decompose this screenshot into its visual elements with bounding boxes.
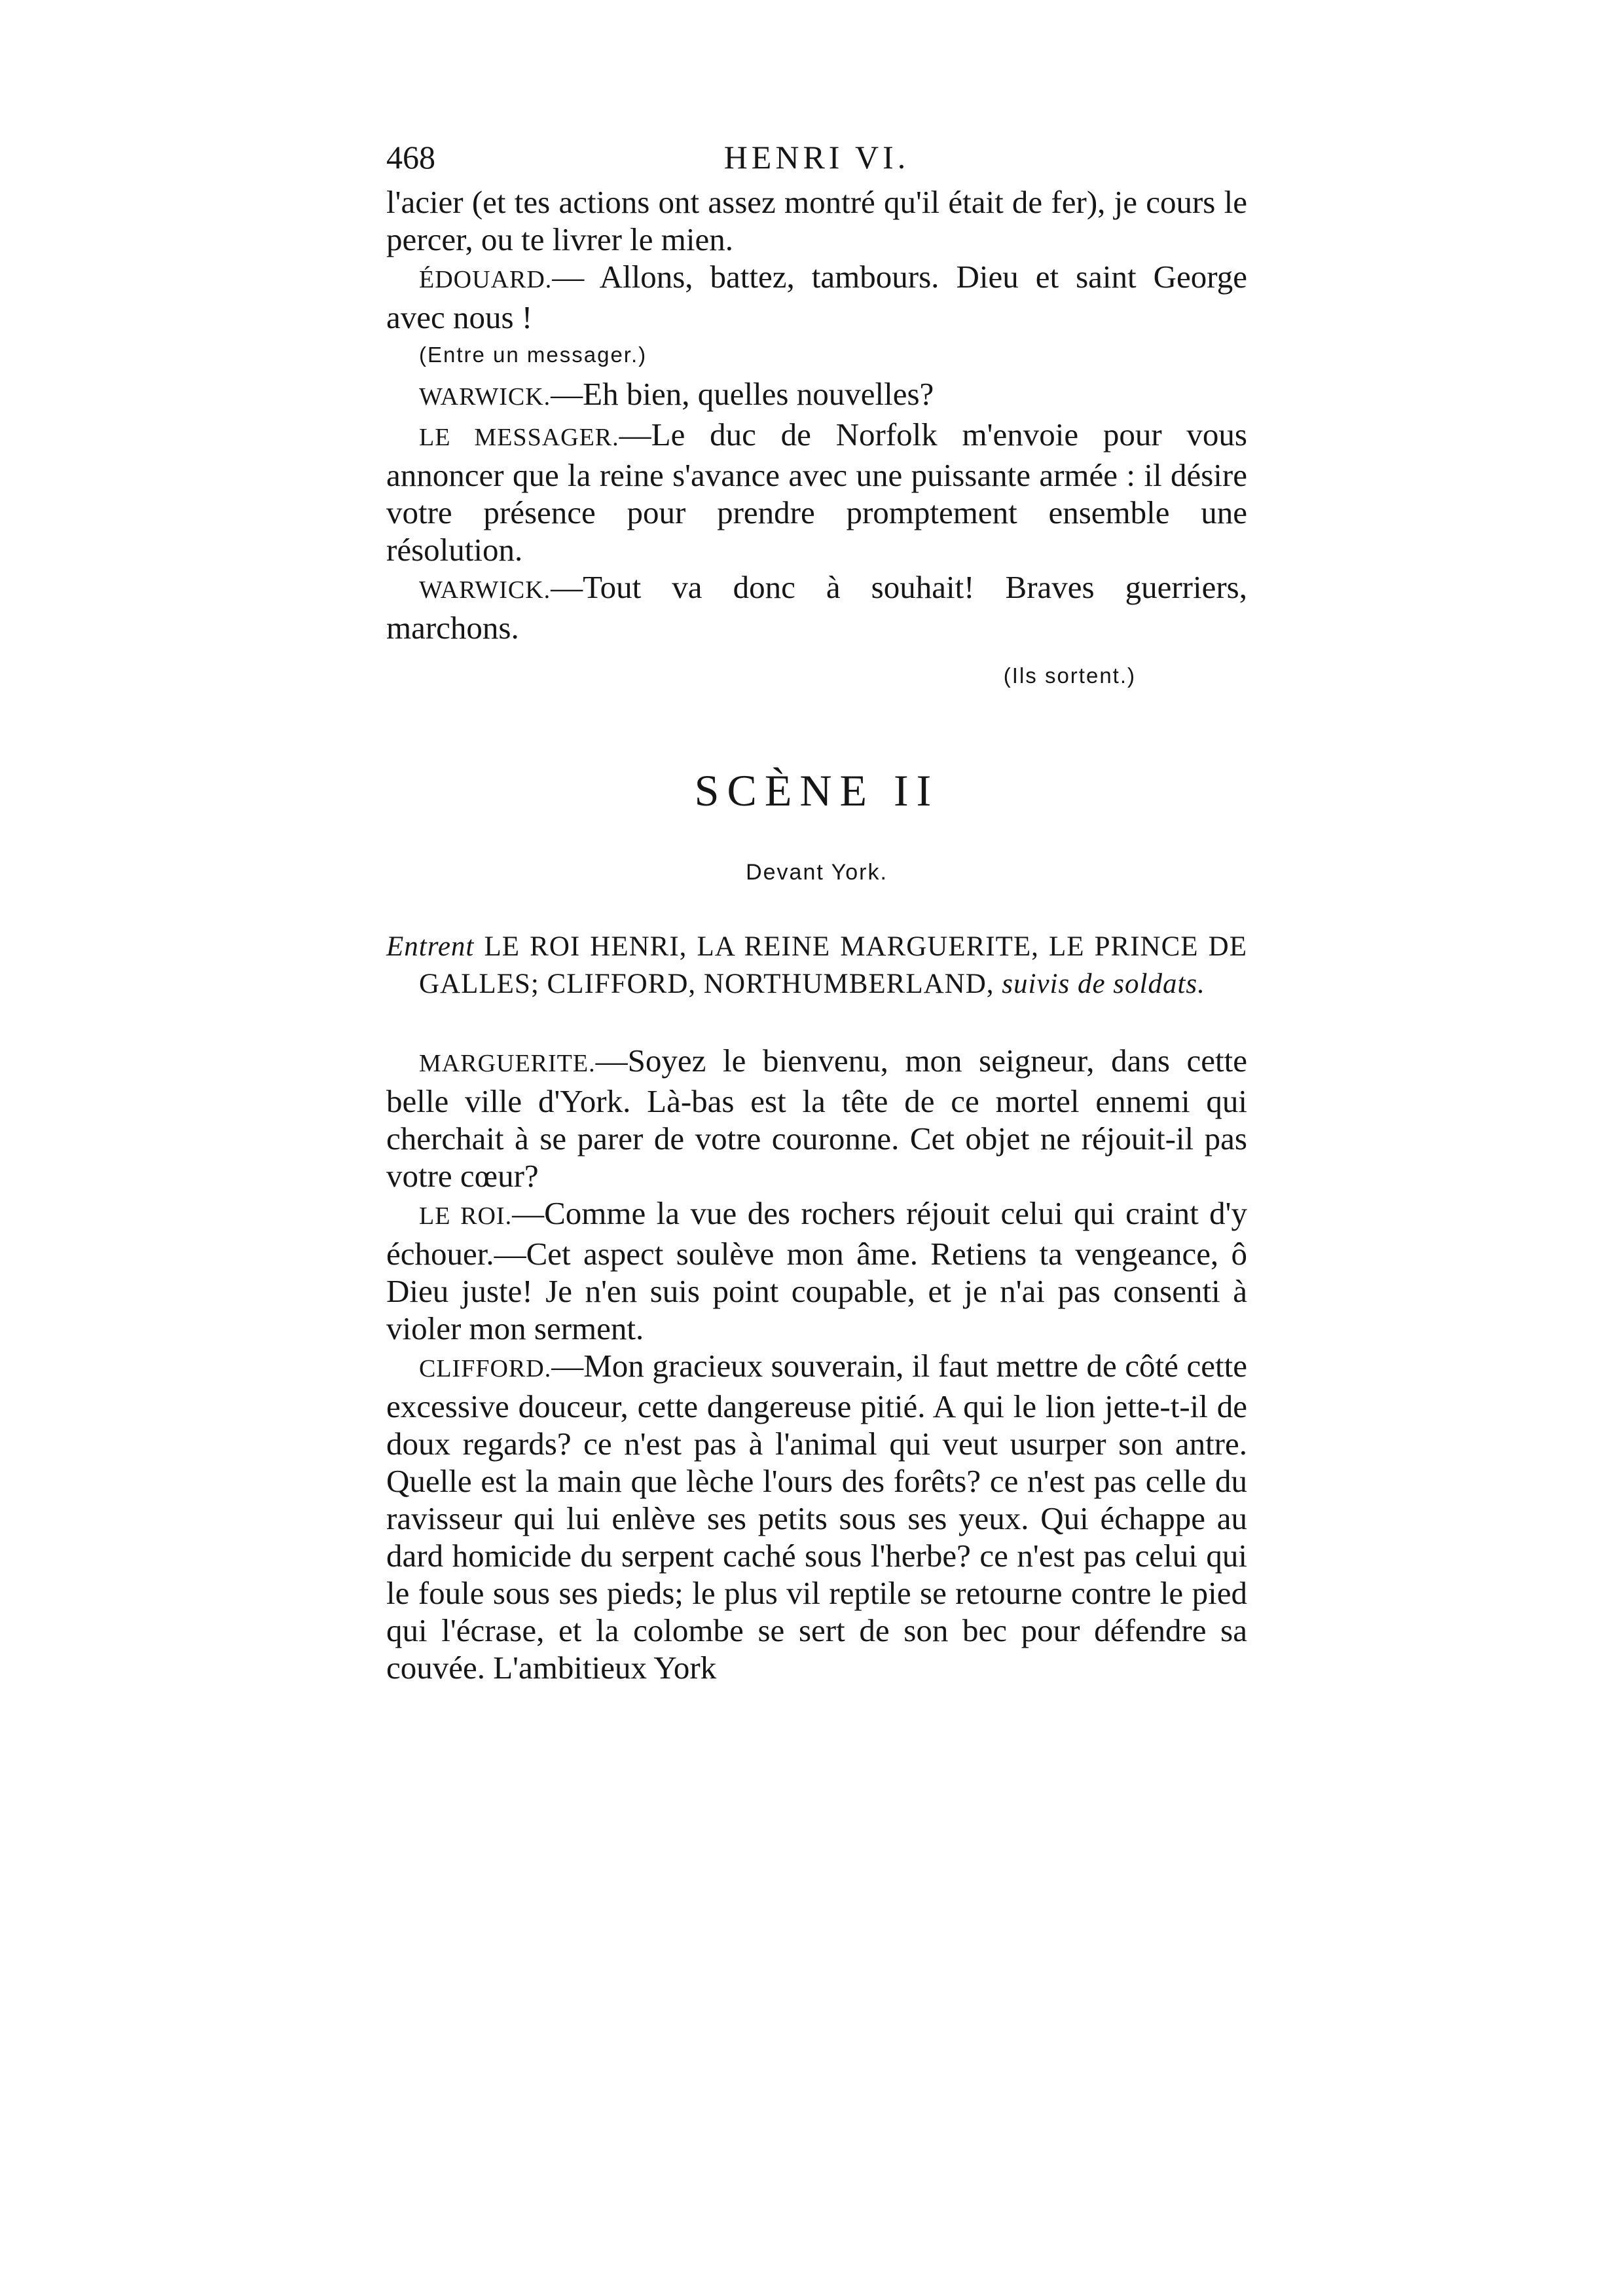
spacer: [386, 1003, 1247, 1042]
speaker-name: MARGUERITE.: [419, 1050, 596, 1077]
entrance-direction: [386, 928, 1247, 1003]
speech-text: —Soyez le bienvenu, mon seigneur, dans cette belle ville d'York. Là-bas est la tête de ce mortel ennemi qui cherchait à se parer de votre couronne. Cet objet ne réjouit-il pas votre cœur?: [386, 1043, 1247, 1194]
speech-text: —Mon gracieux souverain, il faut mettre de côté cette excessive douceur, cette dangereuse pitié. A qui le lion jette-t-il de doux regards? ce n'est pas à l'animal qui veut usurper son antre. Quelle est la main que lèche l'ours des forêts? ce n'est pas celle du ravisseur qui lui enlève ses petits sous ses yeux. Qui échappe au dard homicide du serpent caché sous l'herbe? ce n'est pas celui qui le foule sous ses pieds; le plus vil reptile se retourne contre le pied qui l'écrase, et la colombe se sert de son bec pour défendre sa couvée. L'ambitieux York: [386, 1348, 1247, 1686]
speaker-name: ÉDOUARD.: [419, 266, 553, 293]
running-head: [386, 131, 1247, 183]
entrance-word: Entrent: [386, 931, 475, 962]
scene-title: SCÈNE II: [694, 766, 939, 815]
speech-le-roi: [386, 1194, 1247, 1347]
paragraph-text: l'acier (et tes actions ont assez montré qu'il était de fer), je cours le percer, ou te livrer le mien.: [386, 184, 1247, 257]
speech-text: —Le duc de Norfolk m'envoie pour vous annoncer que la reine s'avance avec une puissante armée : il désire votre présence pour prendre promptement ensemble une résolution.: [386, 417, 1247, 568]
speech-warwick-2: [386, 568, 1247, 646]
speech-text: —Tout va donc à souhait! Braves guerriers, marchons.: [386, 569, 1247, 646]
page-number: 468: [386, 139, 435, 176]
entrance-followers: suivis de soldats.: [1002, 969, 1205, 999]
speaker-name: LE ROI.: [419, 1202, 513, 1230]
speech-clifford: [386, 1347, 1247, 1686]
speech-edouard: [386, 258, 1247, 336]
speech-text: — Allons, battez, tambours. Dieu et saint George avec nous !: [386, 259, 1247, 335]
speech-marguerite: [386, 1042, 1247, 1194]
paragraph-continuation: [386, 183, 1247, 258]
running-title: HENRI VI.: [723, 139, 910, 176]
speaker-name: CLIFFORD.: [419, 1355, 552, 1382]
book-page: [386, 131, 1247, 1686]
speech-messager: [386, 416, 1247, 568]
entrance-names: LE ROI HENRI, LA REINE MARGUERITE, LE PRINCE DE GALLES; CLIFFORD, NORTHUMBERLAND,: [419, 931, 1247, 999]
speaker-name: WARWICK.: [419, 383, 551, 411]
speech-text: —Eh bien, quelles nouvelles?: [551, 376, 934, 412]
stage-direction-exit: (Ils sortent.): [1003, 663, 1136, 688]
scene-place: Devant York.: [746, 860, 888, 885]
speaker-name: WARWICK.: [419, 576, 551, 604]
stage-direction: (Entre un messager.): [419, 343, 647, 367]
speaker-name: LE MESSAGER.: [419, 424, 619, 451]
speech-warwick: [386, 375, 1247, 416]
speech-text: —Comme la vue des rochers réjouit celui qui craint d'y échouer.—Cet aspect soulève mon âme. Retiens ta vengeance, ô Dieu juste! Je n'en suis point coupable, et je n'ai pas consenti à violer mon serment.: [386, 1195, 1248, 1346]
